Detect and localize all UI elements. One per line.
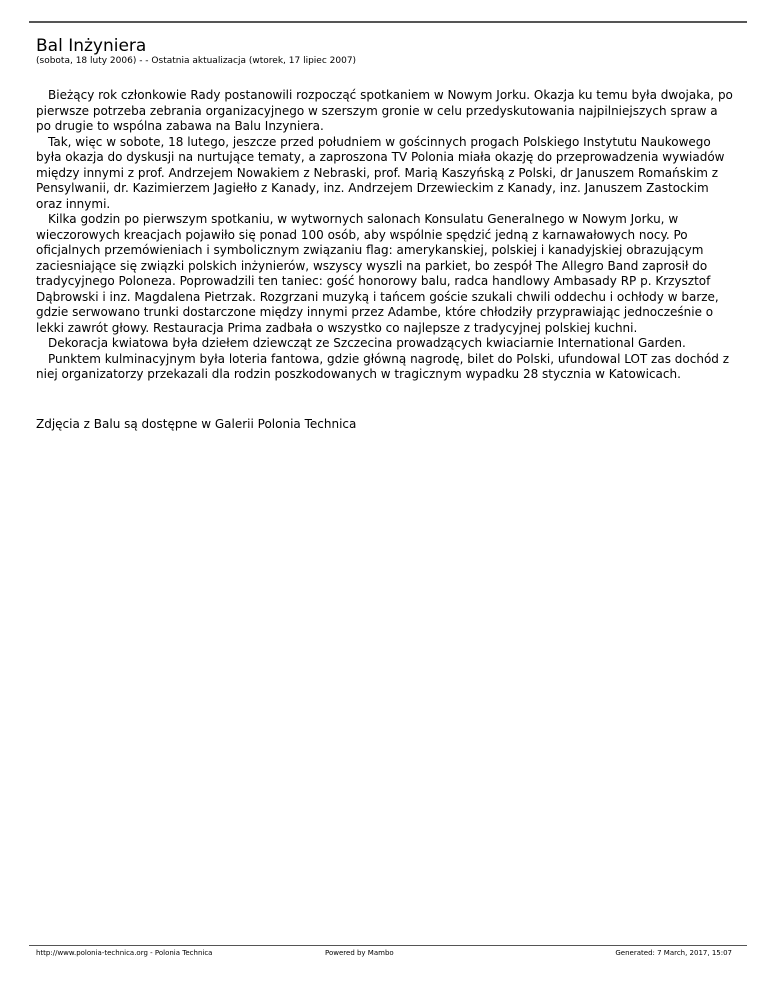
gallery-note: Zdjęcia z Balu są dostępne w Galerii Polonia Technica	[36, 417, 357, 431]
article-body	[36, 88, 736, 383]
article-paragraph: Punktem kulminacyjnym była loteria fantowa, gdzie główną nagrodę, bilet do Polski, ufundowal LOT zas dochód z niej organizatorzy przekazali dla rodzin poszkodowanych w tragicznym wypadku 28 stycznia w Katowicach.	[36, 351, 730, 381]
article-title: Bal Inżyniera	[36, 36, 147, 56]
footer-site-url: http://www.polonia-technica.org - Polonia Technica	[36, 949, 213, 957]
article-paragraph: Tak, więc w sobote, 18 lutego, jeszcze przed południem w gościnnych progach Polskiego Instytutu Naukowego była okazja do dyskusji na nurtujące tematy, a zaproszona TV Polonia miała okazję do przeprowadzenia wywiadów między innymi z prof. Andrzejem Nowakiem z Nebraski, prof. Marią Kaszyńską z Polski, dr Januszem Romańskim z Pensylwanii, dr. Kazimierzem Jagiełło z Kanady, inz. Andrzejem Drzewieckim z Kanady, inz. Januszem Zastockim oraz innymi.	[36, 134, 725, 211]
footer-generated-date: Generated: 7 March, 2017, 15:07	[615, 949, 732, 957]
top-divider	[29, 21, 747, 23]
article-paragraph: Bieżący rok członkowie Rady postanowili rozpocząć spotkaniem w Nowym Jorku. Okazja ku temu była dwojaka, po pierwsze potrzeba zebrania organizacyjnego w szerszym gronie w celu przedyskutowania najpilniejszych spraw a po drugie to wspólna zabawa na Balu Inzyniera.	[36, 88, 733, 133]
footer-divider	[29, 945, 747, 946]
article-paragraph: Kilka godzin po pierwszym spotkaniu, w wytwornych salonach Konsulatu Generalnego w Nowym Jorku, w wieczorowych kreacjach pojawiło się ponad 100 osób, aby wspólnie spędzić jedną z karnawałowych nocy. Po oficjalnych przemówieniach i symbolicznym związaniu flag: amerykanskiej, polskiej i kanadyjskiej obrazującym zaciesniające się związki polskich inżynierów, wszyscy wyszli na parkiet, bo zespół The Allegro Band zaprosił do tradycyjnego Poloneza. Poprowadzili ten taniec: gość honorowy balu, radca handlowy Ambasady RP p. Krzysztof Dąbrowski i inz. Magdalena Pietrzak. Rozgrzani muzyką i tańcem goście szukali chwili oddechu i ochłody w barze, gdzie serwowano trunki dostarczone między innymi przez Adambe, które chłodziły przyprawiając jednocześnie o lekki zawrót głowy. Restauracja Prima zadbała o wszystko co najlepsze z tradycyjnej polskiej kuchni.	[36, 212, 719, 335]
article-paragraph: Dekoracja kwiatowa była dziełem dziewcząt ze Szczecina prowadzących kwiaciarnie International Garden.	[48, 336, 686, 350]
article-dates: (sobota, 18 luty 2006) - - Ostatnia aktualizacja (wtorek, 17 lipiec 2007)	[36, 56, 357, 66]
footer-powered-by: Powered by Mambo	[325, 949, 394, 957]
